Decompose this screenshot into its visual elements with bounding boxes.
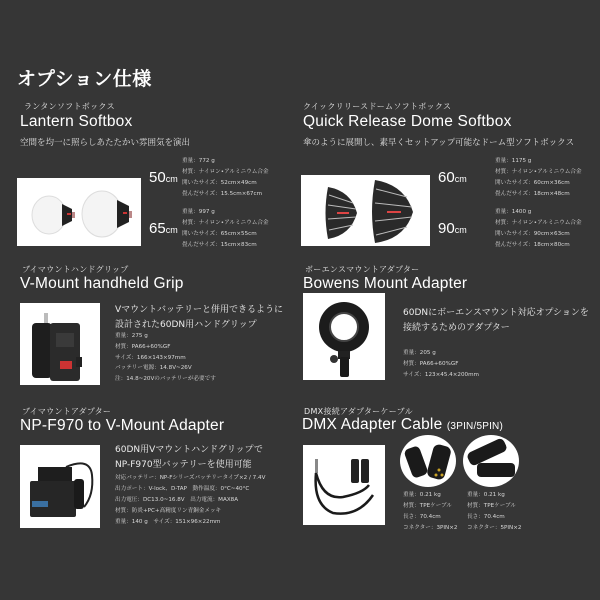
vmount-grip-icon — [20, 303, 100, 385]
dome-tagline: 傘のように展開し、素早くセットアップ可能なドーム型ソフトボックス — [303, 138, 575, 148]
lantern-tagline: 空間を均一に照らしあたたかい雰囲気を演出 — [20, 138, 191, 148]
npf970-name: NP-F970 to V-Mount Adapter — [20, 417, 225, 434]
lantern-50-specs: 重量：772 g 材質：ナイロン•アルミニウム合金 開いたサイズ：52cm×49cm 畳んだサイズ：15.5cm×67cm — [182, 158, 269, 197]
bowens-description: 60DNにボーエンスマウント対応オプションを 接続するためのアダプター — [403, 308, 589, 333]
lantern-name: Lantern Softbox — [20, 113, 133, 130]
dome-size-60: 60cm — [438, 169, 467, 186]
dmx-5pin-specs: 重量：0.21 kg 材質：TPEケーブル 長さ：70.4cm コネクター：5PIN×2 — [467, 492, 522, 531]
dmx-5pin-connector-photo — [463, 435, 519, 487]
npf970-adapter-icon — [20, 445, 100, 528]
npf970-specs: 対応バッテリー：NP-Fシリーズバッテリータイプ×2 / 7.4V 出力ポート：V-lock、D-TAP 動作温度：0°C~40°C 出力電圧：DC13.0~16.8V 出力電流：MAX8A 材質：防炎+PC+高精度リン青銅金メッキ 重量：140 g サイズ：151×96×22mm — [115, 475, 266, 525]
lantern-size-65: 65cm — [149, 220, 178, 237]
lantern-softbox-photo — [17, 178, 141, 246]
bowens-adapter-icon — [303, 293, 385, 380]
dome-size-90: 90cm — [438, 220, 467, 237]
vmount-grip-specs: 重量：275 g 材質：PA66+60%GF サイズ：166×143×97mm バッテリー電源：14.8V~26V 注：14.8~20Vのバッテリーが必要です — [115, 333, 216, 383]
bowens-name: Bowens Mount Adapter — [303, 275, 468, 292]
bowens-kana: ボーエンスマウントアダプター — [305, 265, 420, 274]
dmx-cable-photo — [303, 445, 385, 525]
npf970-description: 60DN用Vマウントハンドグリップで NP-F970型バッテリーを使用可能 — [115, 445, 263, 470]
dome-kana: クイックリリースドームソフトボックス — [303, 102, 452, 111]
bowens-specs: 重量：205 g 材質：PA66+60%GF サイズ：123×45.4×200mm — [403, 350, 480, 378]
bowens-adapter-photo — [303, 293, 385, 380]
dome-60-specs: 重量：1175 g 材質：ナイロン•アルミニウム合金 開いたサイズ：60cm×36cm 畳んだサイズ：18cm×48cm — [495, 158, 582, 197]
dome-softbox-icon — [301, 175, 430, 246]
xlr-3pin-icon — [400, 435, 456, 487]
dome-name: Quick Release Dome Softbox — [303, 113, 512, 130]
dmx-cable-icon — [303, 445, 385, 525]
vmount-grip-description: Vマウントバッテリーと併用できるように 設計された60DN用ハンドグリップ — [115, 305, 283, 330]
npf970-adapter-photo — [20, 445, 100, 528]
lantern-kana: ランタンソフトボックス — [24, 102, 115, 111]
dmx-3pin-connector-photo — [400, 435, 456, 487]
vmount-grip-photo — [20, 303, 100, 385]
dmx-name: DMX Adapter Cable (3PIN/5PIN) — [302, 416, 504, 433]
dome-90-specs: 重量：1400 g 材質：ナイロン•アルミニウム合金 開いたサイズ：90cm×63cm 畳んだサイズ：18cm×80cm — [495, 209, 582, 248]
dome-softbox-photo — [301, 175, 430, 246]
lantern-softbox-icon — [17, 178, 141, 246]
page-title: オプション仕様 — [17, 68, 152, 90]
dmx-pin-suffix: (3PIN/5PIN) — [446, 421, 504, 432]
vmount-grip-kana: ブイマウントハンドグリップ — [22, 265, 129, 274]
vmount-grip-name: V-Mount handheld Grip — [20, 275, 184, 292]
dmx-kana: DMX接続アダプターケーブル — [304, 407, 413, 416]
xlr-5pin-icon — [463, 435, 519, 487]
lantern-65-specs: 重量：997 g 材質：ナイロン•アルミニウム合金 開いたサイズ：65cm×55cm 畳んだサイズ：15cm×83cm — [182, 209, 269, 248]
lantern-size-50: 50cm — [149, 169, 178, 186]
npf970-kana: ブイマウントアダプター — [22, 407, 112, 416]
dmx-3pin-specs: 重量：0.21 kg 材質：TPEケーブル 長さ：70.4cm コネクター：3PIN×2 — [403, 492, 458, 531]
